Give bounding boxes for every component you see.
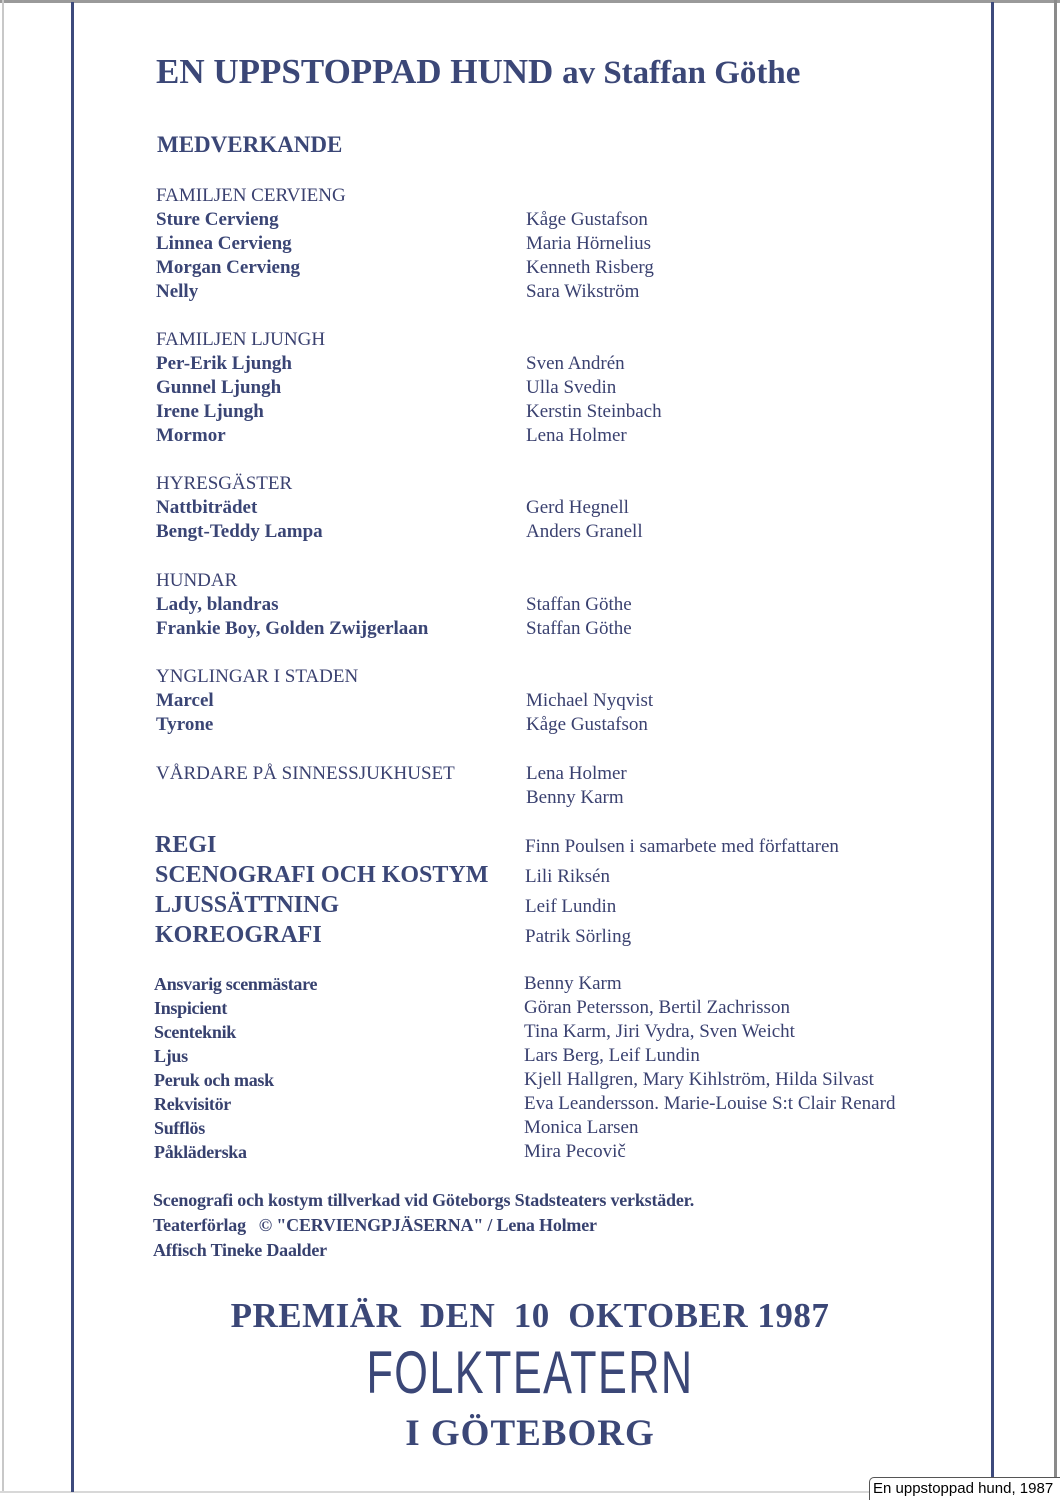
premiere-date: PREMIÄR DEN 10 OKTOBER 1987 [230,1296,830,1335]
scan-edge-right [1054,0,1057,1492]
actor-name: Kenneth Risberg [526,257,654,278]
cast-group [156,569,632,641]
credit-name: Leif Lundin [525,896,617,917]
credit-name: Finn Poulsen i samarbete med författaren [525,836,839,857]
crew-name: Benny Karm [524,973,622,994]
cast-group-label: YNGLINGAR I STADEN [156,666,359,687]
actor-name: Staffan Göthe [526,618,632,639]
crew-name: Monica Larsen [524,1117,639,1138]
actor-name: Michael Nyqvist [526,690,654,711]
credit-role: LJUSSÄTTNING [155,892,340,918]
role-name: Sture Cervieng [156,209,279,230]
cast-row [156,496,629,520]
title-author: av Staffan Göthe [562,55,801,91]
role-name: Irene Ljungh [156,401,264,422]
role-name: Marcel [156,690,214,711]
role-name: Tyrone [156,714,214,735]
cast-row [156,424,627,448]
credit-role: KOREOGRAFI [155,922,322,948]
page-title [156,52,800,92]
actor-name: Benny Karm [526,787,624,808]
cast-group [156,472,643,544]
actor-name: Gerd Hegnell [526,497,629,518]
credit-name: Patrik Sörling [525,926,632,947]
theatre-name: FOLKTEATERN [366,1339,694,1406]
crew-role: Scenteknik [154,1022,237,1042]
cast-row [156,280,640,304]
cast-row [156,713,648,737]
cast-heading: MEDVERKANDE [157,132,343,157]
crew-role: Ansvarig scenmästare [154,974,318,994]
credit-name: Lili Riksén [525,866,610,887]
actor-name: Staffan Göthe [526,594,632,615]
crew-name: Eva Leandersson. Marie-Louise S:t Clair Renard [524,1093,896,1114]
crew-name: Mira Pecovič [524,1141,626,1162]
note-line: Teaterförlag © "CERVIENGPJÄSERNA" / Lena Holmer [153,1215,597,1235]
actor-name: Lena Holmer [526,425,627,446]
credit-role: REGI [155,832,217,858]
crew-role: Rekvisitör [154,1094,231,1114]
crew-role: Sufflös [154,1118,205,1138]
image-caption: En uppstoppad hund, 1987 [869,1477,1060,1500]
role-name: Mormor [156,425,226,446]
cast-row [156,352,625,376]
city-name: I GÖTEBORG [405,1413,655,1454]
scan-edge-left [2,0,4,1492]
cast-row [156,400,662,424]
credit-role: SCENOGRAFI OCH KOSTYM [155,862,489,888]
cast-row [156,617,632,641]
cast-row [156,689,654,713]
role-name: Nattbiträdet [156,497,258,518]
note-line: Affisch Tineke Daalder [153,1240,327,1260]
crew-role: Inspicient [154,998,228,1018]
actor-name: Sara Wikström [526,281,640,302]
crew-role: Peruk och mask [154,1070,274,1090]
role-name: Gunnel Ljungh [156,377,282,398]
actor-name: Sven Andrén [526,353,625,374]
title-main: EN UPPSTOPPAD HUND [156,52,554,91]
role-name: Frankie Boy, Golden Zwijgerlaan [156,618,429,639]
left-border-rule [71,2,74,1492]
note-line: Scenografi och kostym tillverkad vid Göteborgs Stadsteaters verkstäder. [153,1190,695,1210]
role-name: Morgan Cervieng [156,257,301,278]
cast-group-label: HUNDAR [156,570,238,591]
production-notes [153,1188,694,1263]
cast-group-label: HYRESGÄSTER [156,473,293,494]
role-name: Nelly [156,281,199,302]
crew-name: Göran Petersson, Bertil Zachrisson [524,997,790,1018]
cast-group-label: FAMILJEN LJUNGH [156,329,326,350]
cast-row [156,256,654,280]
crew-name: Tina Karm, Jiri Vydra, Sven Weicht [524,1021,795,1042]
role-name: Per-Erik Ljungh [156,353,292,374]
actor-name: Kerstin Steinbach [526,401,662,422]
right-border-rule [991,2,994,1492]
cast-group [156,328,662,448]
cast-row [156,593,632,617]
crew-name: Lars Berg, Leif Lundin [524,1045,700,1066]
cast-group [156,184,654,304]
crew-role: Påkläderska [154,1142,247,1162]
role-name: Bengt-Teddy Lampa [156,521,323,542]
crew-role: Ljus [154,1046,188,1066]
actor-name: Anders Granell [526,521,643,542]
actor-name: Ulla Svedin [526,377,617,398]
actor-name: Lena Holmer [526,763,627,784]
cast-row [156,232,652,256]
cast-group-label: FAMILJEN CERVIENG [156,185,346,206]
cast-row [156,376,617,400]
scan-edge-top [0,0,1060,3]
cast-group-label: VÅRDARE PÅ SINNESSJUKHUSET [156,763,455,784]
cast-row [156,520,643,544]
role-name: Linnea Cervieng [156,233,292,254]
cast-row [156,208,648,232]
crew-name: Kjell Hallgren, Mary Kihlström, Hilda Silvast [524,1069,874,1090]
actor-name: Kåge Gustafson [526,714,648,735]
actor-name: Maria Hörnelius [526,233,652,254]
role-name: Lady, blandras [156,594,279,615]
actor-name: Kåge Gustafson [526,209,648,230]
cast-group [156,665,654,737]
scan-edge-bottom [0,1491,870,1493]
